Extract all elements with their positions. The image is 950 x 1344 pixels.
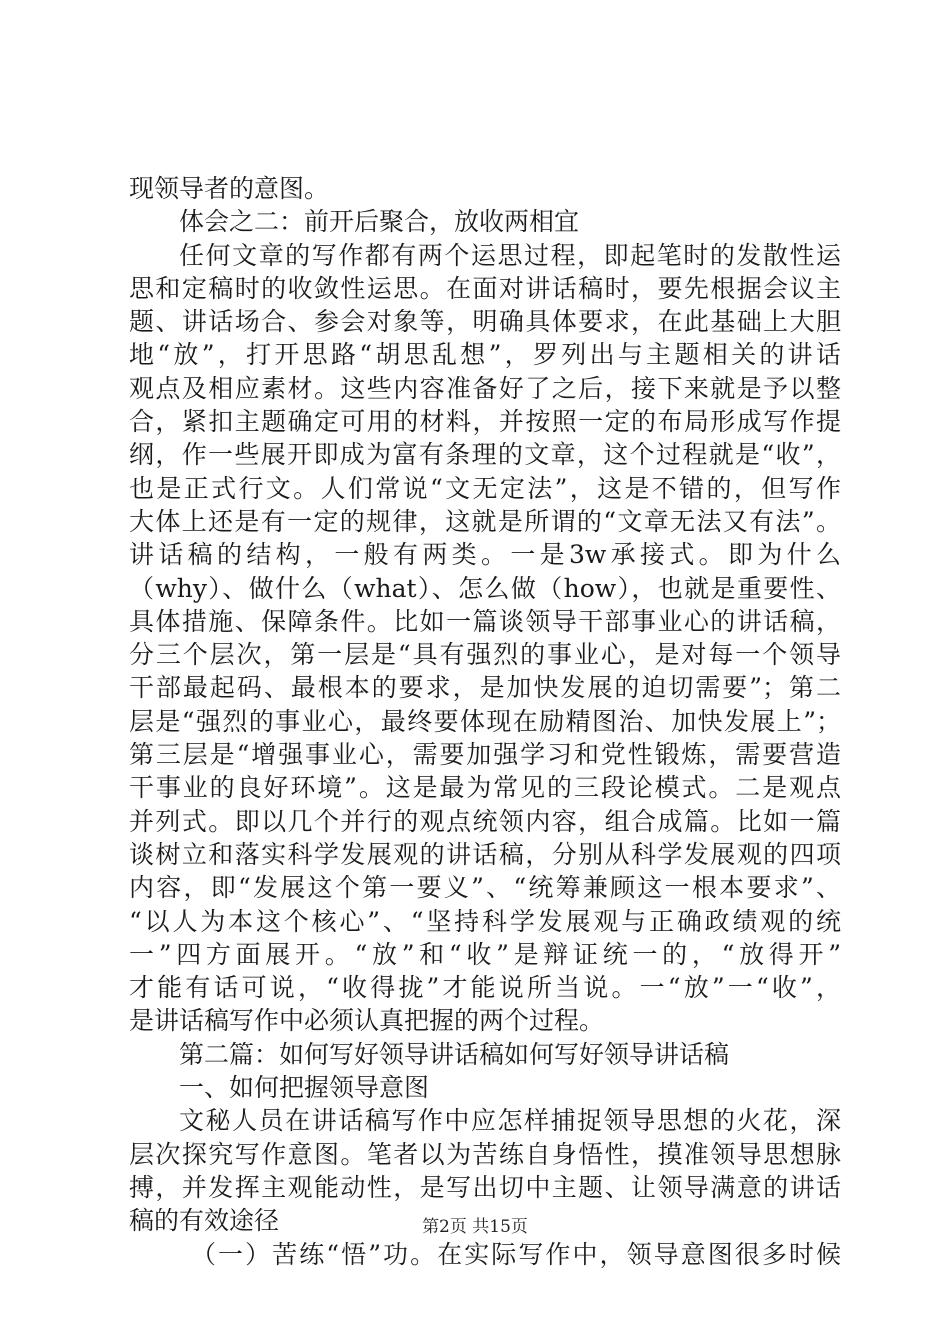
text-line: 层是“强烈的事业心，最终要体现在励精图治、加快发展上”； [129, 706, 841, 736]
document-body [129, 172, 841, 1271]
section-heading: 一、如何把握领导意图 [179, 1073, 430, 1103]
text-line: （why）、做什么（what）、怎么做（how），也就是重要性、 [129, 573, 841, 603]
text-line: 干部最起码、最根本的要求，是加快发展的迫切需要”；第二 [129, 673, 841, 703]
text-line: 纲，作一些展开即成为富有条理的文章，这个过程就是“收”， [129, 440, 841, 470]
text-line: 观点及相应素材。这些内容准备好了之后，接下来就是予以整 [129, 373, 841, 403]
section-heading: 体会之二：前开后聚合，放收两相宜 [179, 207, 580, 237]
text-line: 题、讲话场合、参会对象等，明确具体要求，在此基础上大胆 [129, 307, 841, 337]
text-line: 谈树立和落实科学发展观的讲话稿，分别从科学发展观的四项 [129, 839, 841, 869]
text-line: 分三个层次，第一层是“具有强烈的事业心，是对每一个领导 [129, 640, 841, 670]
text-line: 思和定稿时的收敛性运思。在面对讲话稿时，要先根据会议主 [129, 273, 841, 303]
section-heading: 第二篇：如何写好领导讲话稿如何写好领导讲话稿 [179, 1039, 730, 1069]
text-line: “以人为本这个核心”、“坚持科学发展观与正确政绩观的统 [129, 906, 841, 936]
text-line: （一）苦练“悟”功。在实际写作中，领导意图很多时候 [191, 1239, 841, 1269]
text-line: 稿的有效途径 [129, 1206, 280, 1236]
text-line: 文秘人员在讲话稿写作中应怎样捕捉领导思想的火花，深 [179, 1106, 841, 1136]
text-line: 内容，即“发展这个第一要义”、“统筹兼顾这一根本要求”、 [129, 873, 841, 903]
text-line: 也是正式行文。人们常说“文无定法”，这是不错的，但写作 [129, 473, 841, 503]
text-line: 第三层是“增强事业心，需要加强学习和党性锻炼，需要营造 [129, 740, 841, 770]
text-line: 搏，并发挥主观能动性，是写出切中主题、让领导满意的讲话 [129, 1172, 841, 1202]
text-line: 现领导者的意图。 [129, 174, 330, 203]
text-line: 一”四方面展开。“放”和“收”是辩证统一的，“放得开” [129, 939, 841, 969]
text-line: 合，紧扣主题确定可用的材料，并按照一定的布局形成写作提 [129, 407, 841, 437]
text-line: 大体上还是有一定的规律，这就是所谓的“文章无法又有法”。 [129, 506, 841, 536]
text-line: 层次探究写作意图。笔者以为苦练自身悟性，摸准领导思想脉 [129, 1139, 841, 1169]
text-line: 是讲话稿写作中必须认真把握的两个过程。 [129, 1006, 605, 1036]
text-line: 具体措施、保障条件。比如一篇谈领导干部事业心的讲话稿， [129, 606, 841, 636]
text-line: 任何文章的写作都有两个运思过程，即起笔时的发散性运 [179, 240, 841, 270]
text-line: 干事业的良好环境”。这是最为常见的三段论模式。二是观点 [129, 773, 841, 803]
text-line: 并列式。即以几个并行的观点统领内容，组合成篇。比如一篇 [129, 806, 841, 836]
text-line: 讲话稿的结构，一般有两类。一是3w承接式。即为什么 [129, 540, 841, 570]
text-line: 地“放”，打开思路“胡思乱想”，罗列出与主题相关的讲话 [129, 340, 841, 370]
page-number-footer: 第2页 共15页 [422, 1217, 528, 1237]
text-line: 才能有话可说，“收得拢”才能说所当说。一“放”一“收”， [129, 973, 841, 1003]
